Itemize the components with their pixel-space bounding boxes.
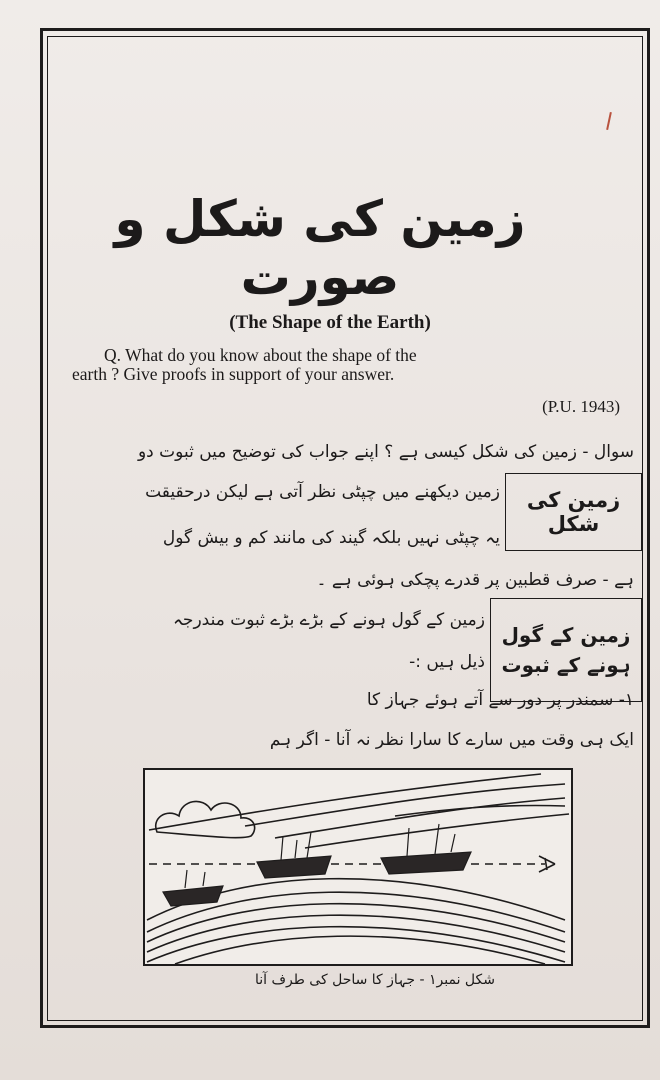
proofs-heading-line-1: زمین کے گول (501, 623, 631, 647)
urdu-title: زمین کی شکل و صورت (114, 190, 526, 306)
exam-reference: (P.U. 1943) (542, 397, 620, 416)
urdu-line-4: ہے - صرف قطبین پر قدرے پچکی ہوئی ہے ۔ (316, 570, 634, 590)
proofs-heading-line-2: ہونے کے ثبوت (501, 653, 631, 677)
ship-far-mast (185, 870, 205, 888)
illustration-drawing (145, 770, 571, 964)
english-title: (The Shape of the Earth) (229, 312, 431, 333)
figure-caption: شکل نمبر۱ - جہاز کا ساحل کی طرف آنا (254, 972, 496, 988)
earth-curve (147, 915, 565, 952)
urdu-line-6: ذیل ہیں :- (409, 652, 485, 672)
ship-horizon-illustration (143, 768, 573, 966)
question-text (72, 346, 622, 384)
urdu-line-7: ۱- سمندر پر دور سے آتے ہوئے جہاز کا (366, 690, 634, 710)
urdu-line-3: یہ چپٹی نہیں بلکہ گیند کی مانند کم و بیش گول (162, 528, 500, 548)
urdu-line-2: زمین دیکھنے میں چپٹی نظر آتی ہے لیکن درحقیقت (145, 482, 500, 502)
question-line-2: earth ? Give proofs in support of your answer. (72, 364, 395, 384)
urdu-line-5: زمین کے گول ہونے کے بڑے بڑے ثبوت مندرجہ (172, 610, 485, 630)
sky-line (149, 774, 541, 830)
ship-near-mast (407, 824, 455, 856)
earth-curve (175, 936, 545, 964)
ship-far (163, 886, 223, 906)
question-line-1: Q. What do you know about the shape of the (104, 345, 417, 365)
ship-near (381, 852, 471, 874)
cloud (156, 801, 255, 837)
urdu-line-1: سوال - زمین کی شکل کیسی ہے ؟ اپنے جواب کی توضیح میں ثبوت دو (137, 442, 634, 462)
proofs-heading (501, 620, 630, 680)
shape-heading: زمین کی شکل (526, 488, 621, 536)
shape-heading-box (505, 473, 642, 551)
proofs-heading-box (490, 598, 642, 702)
earth-curve (147, 927, 565, 962)
urdu-line-8: ایک ہی وقت میں سارے کا سارا نظر نہ آنا - اگر ہم (269, 730, 634, 750)
ship-middle (257, 856, 331, 878)
